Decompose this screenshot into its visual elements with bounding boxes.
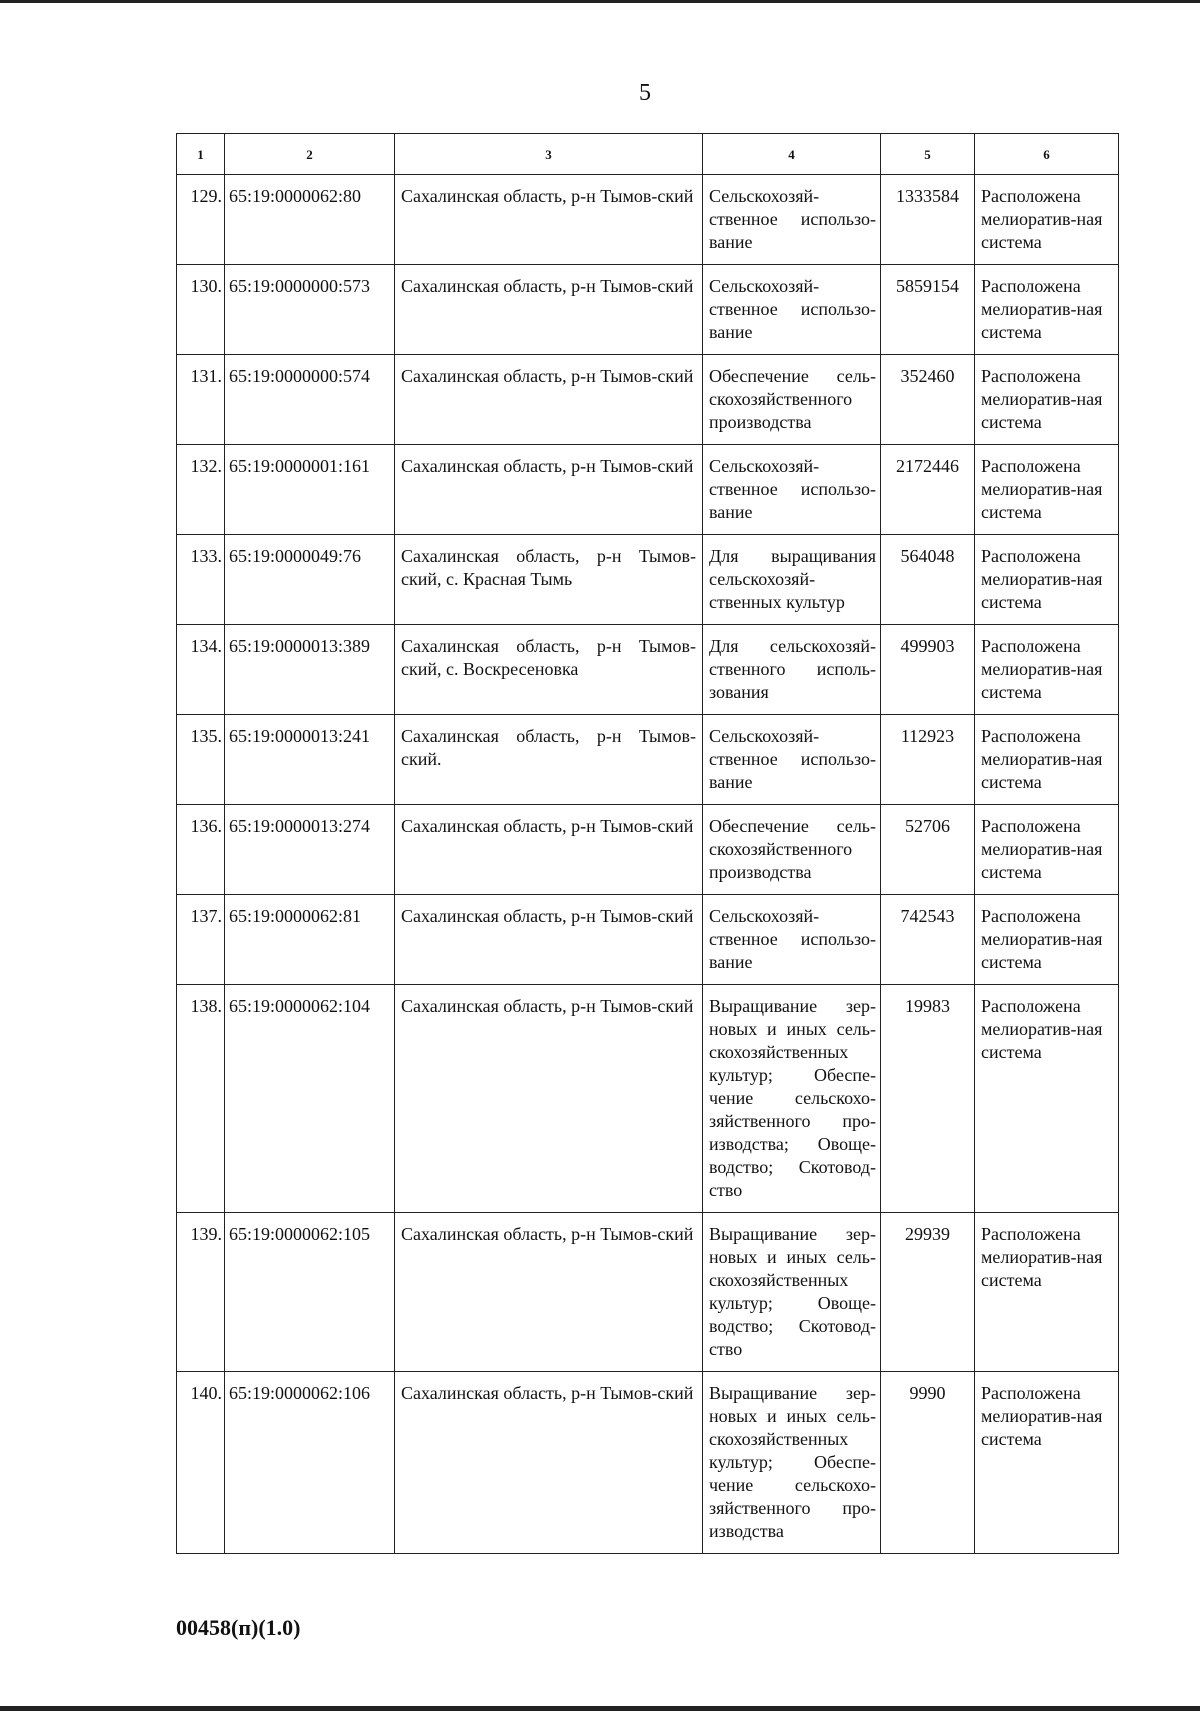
permitted-use: Сельскохозяй-ственное использо-вание — [703, 175, 881, 265]
column-header: 3 — [395, 134, 703, 175]
address: Сахалинская область, р-н Тымов-ский — [395, 355, 703, 445]
permitted-use: Сельскохозяй-ственное использо-вание — [703, 445, 881, 535]
permitted-use: Выращивание зер-новых и иных сель-скохозяйственных культур; Обеспе-чение сельскохо-зяйственного про-изводства; Овоще-водство; Скотовод-ство — [703, 985, 881, 1213]
note: Расположена мелиоратив-ная система — [975, 265, 1119, 355]
permitted-use: Выращивание зер-новых и иных сель-скохозяйственных культур; Овоще-водство; Скотовод-ство — [703, 1213, 881, 1372]
address: Сахалинская область, р-н Тымов-ский — [395, 805, 703, 895]
column-header: 5 — [881, 134, 975, 175]
address: Сахалинская область, р-н Тымов-ский — [395, 985, 703, 1213]
table-row — [177, 715, 1119, 805]
area: 5859154 — [881, 265, 975, 355]
land-plots-table — [176, 133, 1119, 1554]
column-header: 1 — [177, 134, 225, 175]
table-row — [177, 535, 1119, 625]
cadastral-number: 65:19:0000062:105 — [225, 1213, 395, 1372]
table-row — [177, 625, 1119, 715]
cadastral-number: 65:19:0000013:241 — [225, 715, 395, 805]
cadastral-number: 65:19:0000013:389 — [225, 625, 395, 715]
cadastral-number: 65:19:0000062:80 — [225, 175, 395, 265]
cadastral-number: 65:19:0000062:81 — [225, 895, 395, 985]
address: Сахалинская область, р-н Тымов-ский — [395, 895, 703, 985]
row-number: 139. — [177, 1213, 225, 1372]
note: Расположена мелиоратив-ная система — [975, 625, 1119, 715]
permitted-use: Сельскохозяй-ственное использо-вание — [703, 265, 881, 355]
permitted-use: Сельскохозяй-ственное использо-вание — [703, 715, 881, 805]
cadastral-number: 65:19:0000062:104 — [225, 985, 395, 1213]
area: 1333584 — [881, 175, 975, 265]
bottom-edge-line — [0, 1706, 1200, 1711]
column-header: 2 — [225, 134, 395, 175]
row-number: 130. — [177, 265, 225, 355]
table-row — [177, 1372, 1119, 1554]
cadastral-number: 65:19:0000001:161 — [225, 445, 395, 535]
document-code: 00458(п)(1.0) — [176, 1615, 301, 1640]
area: 29939 — [881, 1213, 975, 1372]
address: Сахалинская область, р-н Тымов-ский — [395, 1372, 703, 1554]
cadastral-number: 65:19:0000000:573 — [225, 265, 395, 355]
cadastral-number: 65:19:0000013:274 — [225, 805, 395, 895]
permitted-use: Обеспечение сель-скохозяйственного производства — [703, 805, 881, 895]
area: 352460 — [881, 355, 975, 445]
table-row — [177, 985, 1119, 1213]
cadastral-number: 65:19:0000062:106 — [225, 1372, 395, 1554]
row-number: 137. — [177, 895, 225, 985]
table-body — [177, 175, 1119, 1554]
row-number: 140. — [177, 1372, 225, 1554]
row-number: 132. — [177, 445, 225, 535]
note: Расположена мелиоратив-ная система — [975, 715, 1119, 805]
area: 9990 — [881, 1372, 975, 1554]
area: 564048 — [881, 535, 975, 625]
address: Сахалинская область, р-н Тымов-ский — [395, 175, 703, 265]
table-row — [177, 175, 1119, 265]
table-row — [177, 805, 1119, 895]
table-row — [177, 265, 1119, 355]
column-header: 6 — [975, 134, 1119, 175]
cadastral-number: 65:19:0000000:574 — [225, 355, 395, 445]
column-header: 4 — [703, 134, 881, 175]
note: Расположена мелиоратив-ная система — [975, 805, 1119, 895]
note: Расположена мелиоратив-ная система — [975, 535, 1119, 625]
row-number: 131. — [177, 355, 225, 445]
cadastral-number: 65:19:0000049:76 — [225, 535, 395, 625]
permitted-use: Выращивание зер-новых и иных сель-скохозяйственных культур; Обеспе-чение сельскохо-зяйственного про-изводства — [703, 1372, 881, 1554]
address: Сахалинская область, р-н Тымов-ский — [395, 1213, 703, 1372]
header-row — [177, 134, 1119, 175]
area: 499903 — [881, 625, 975, 715]
row-number: 135. — [177, 715, 225, 805]
permitted-use: Для сельскохозяй-ственного исполь-зования — [703, 625, 881, 715]
area: 52706 — [881, 805, 975, 895]
table-row — [177, 445, 1119, 535]
area: 2172446 — [881, 445, 975, 535]
row-number: 136. — [177, 805, 225, 895]
address: Сахалинская область, р-н Тымов-ский — [395, 445, 703, 535]
note: Расположена мелиоратив-ная система — [975, 985, 1119, 1213]
table-row — [177, 355, 1119, 445]
row-number: 134. — [177, 625, 225, 715]
table-row — [177, 895, 1119, 985]
address: Сахалинская область, р-н Тымов-ский. — [395, 715, 703, 805]
row-number: 138. — [177, 985, 225, 1213]
address: Сахалинская область, р-н Тымов-ский, с. Красная Тымь — [395, 535, 703, 625]
address: Сахалинская область, р-н Тымов-ский, с. Воскресеновка — [395, 625, 703, 715]
page-number: 5 — [639, 80, 651, 106]
top-edge-line — [0, 0, 1200, 3]
area: 19983 — [881, 985, 975, 1213]
permitted-use: Обеспечение сель-скохозяйственного производства — [703, 355, 881, 445]
note: Расположена мелиоратив-ная система — [975, 445, 1119, 535]
row-number: 133. — [177, 535, 225, 625]
area: 112923 — [881, 715, 975, 805]
address: Сахалинская область, р-н Тымов-ский — [395, 265, 703, 355]
note: Расположена мелиоратив-ная система — [975, 895, 1119, 985]
permitted-use: Для выращивания сельскохозяй-ственных культур — [703, 535, 881, 625]
note: Расположена мелиоратив-ная система — [975, 1372, 1119, 1554]
note: Расположена мелиоратив-ная система — [975, 175, 1119, 265]
row-number: 129. — [177, 175, 225, 265]
table-row — [177, 1213, 1119, 1372]
table-header — [177, 134, 1119, 175]
permitted-use: Сельскохозяй-ственное использо-вание — [703, 895, 881, 985]
note: Расположена мелиоратив-ная система — [975, 1213, 1119, 1372]
note: Расположена мелиоратив-ная система — [975, 355, 1119, 445]
area: 742543 — [881, 895, 975, 985]
